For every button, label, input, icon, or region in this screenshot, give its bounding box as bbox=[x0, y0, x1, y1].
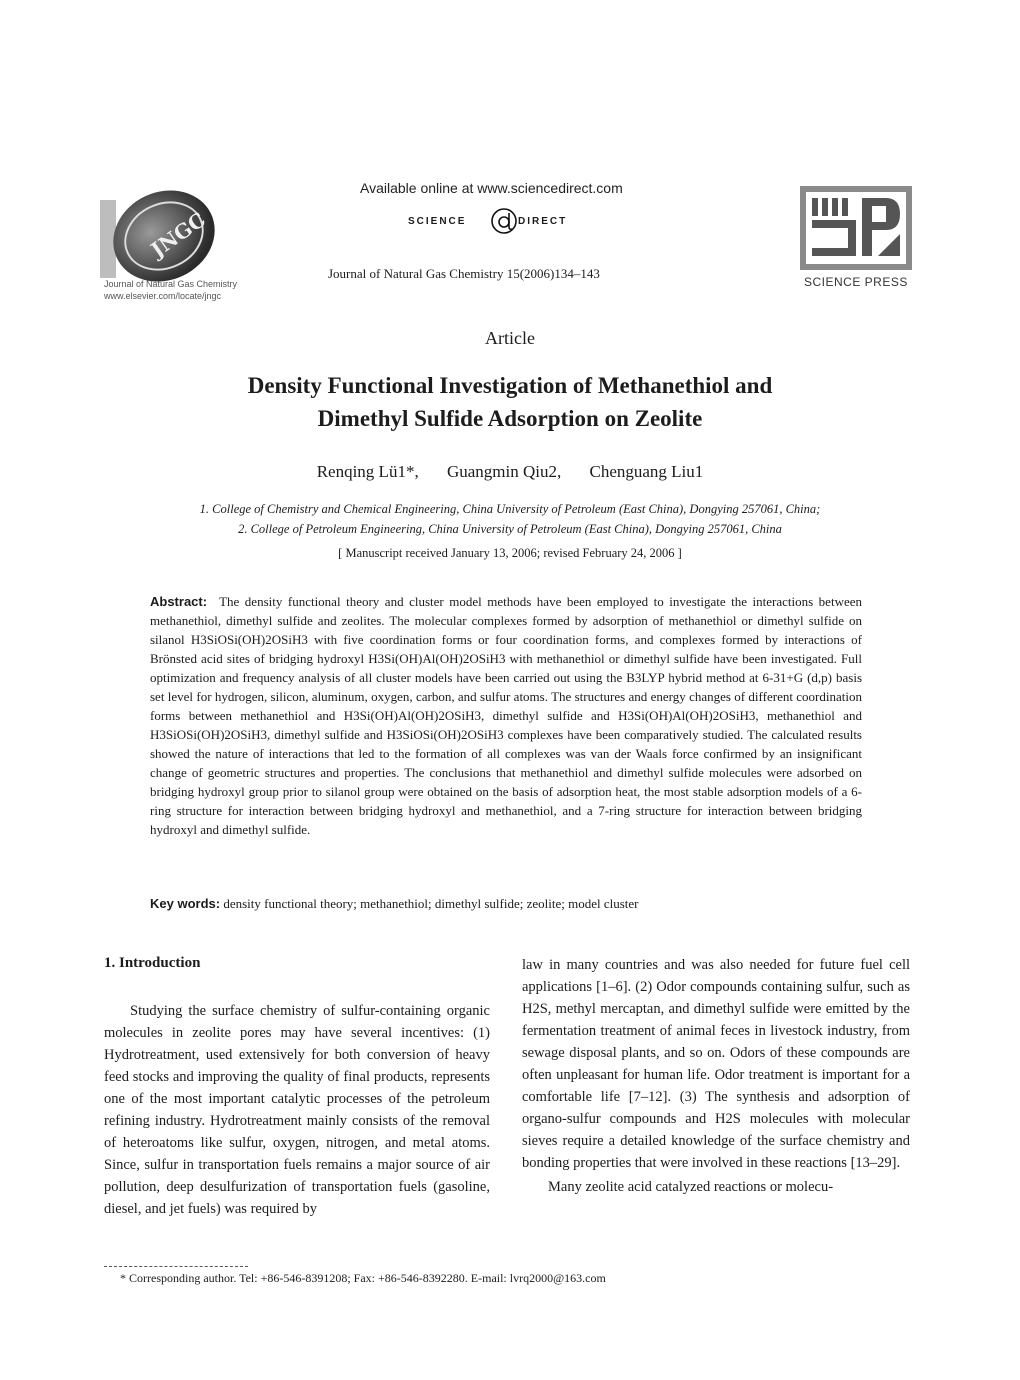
sciencedirect-logo bbox=[408, 207, 608, 237]
intro-paragraph-right-1: law in many countries and was also needed for future fuel cell applications [1–6]. (2) Odor compounds containing sulfur, such as H2S, methyl mercaptan, and dimethyl sulfide were emitted by the fermentation treatment of animal feces in livestock industry, from sewage disposal plants, and so on. Odors of these compounds are often unpleasant for human life. Odor treatment is important for a comfortable life [7–12]. (3) The synthesis and adsorption of organo-sulfur compounds and H2S molecules with molecular sieves require a detailed knowledge of the surface chemistry and bonding properties that were involved in these reactions [13–29]. bbox=[522, 957, 910, 1171]
keywords-label: Key words: bbox=[150, 896, 221, 911]
abstract-label: Abstract: bbox=[150, 594, 208, 609]
abstract-text: The density functional theory and cluster model methods have been employed to investigate the interactions between methanethiol, dimethyl sulfide and zeolites. The molecular complexes formed by adsorption of methanethiol or dimethyl sulfide on silanol H3SiOSi(OH)2OSiH3 with five coordination forms or four coordination forms, and complexes formed by interactions of Brönsted acid sites of bridging hydroxyl H3Si(OH)Al(OH)2OSiH3 with methanethiol or dimethyl sulfide have been investigated. Full optimization and frequency analysis of all cluster models have been carried out using the B3LYP hybrid method at 6-31+G (d,p) basis set level for hydrogen, silicon, aluminum, oxygen, carbon, and sulfur atoms. The structures and energy changes of different coordination forms between methanethiol and H3Si(OH)Al(OH)2OSiH3, dimethyl sulfide and H3Si(OH)Al(OH)2OSiH3, methanethiol and H3SiOSi(OH)2OSiH3, dimethyl sulfide and H3SiOSi(OH)2OSiH3 complexes have been comparatively studied. The calculated results showed the nature of interactions that led to the formation of all complexes was van der Waals force confirmed by an insignificant change of geometric structures and properties. The conclusions that methanethiol and dimethyl sulfide molecules were adsorbed on bridging hydroxyl group prior to silanol group were obtained on the basis of adsorption heat, the most stable adsorption models of a 6-ring structure for interaction between bridging hydroxyl and methanethiol, and a 7-ring structure for interaction between bridging hydroxyl and dimethyl sulfide. bbox=[150, 594, 862, 837]
sciencedirect-at-icon bbox=[490, 207, 518, 235]
sd-left-word: SCIENCE bbox=[408, 216, 467, 227]
left-column bbox=[104, 1000, 490, 1220]
author-list bbox=[0, 462, 1020, 482]
jngc-url[interactable]: www.elsevier.com/locate/jngc bbox=[104, 291, 222, 301]
footnote-corresponding-author: * Corresponding author. Tel: +86-546-8391208; Fax: +86-546-8392280. E-mail: lvrq2000@163.com bbox=[120, 1271, 606, 1285]
intro-paragraph-right-2: Many zeolite acid catalyzed reactions or molecu- bbox=[548, 1179, 834, 1195]
affiliation-2: 2. College of Petroleum Engineering, China University of Petroleum (East China), Dongying 257061, China bbox=[238, 522, 782, 536]
keywords bbox=[150, 896, 862, 912]
jngc-caption: Journal of Natural Gas Chemistry bbox=[104, 279, 238, 289]
intro-paragraph-left: Studying the surface chemistry of sulfur-containing organic molecules in zeolite pores may have several incentives: (1) Hydrotreatment, used extensively for both conversion of heavy feed stocks and improving the quality of final products, represents one of the most important catalytic processes of the petroleum refining industry. Hydrotreatment mainly consists of the removal of heteroatoms like sulfur, oxygen, nitrogen, and metal atoms. Since, sulfur in transportation fuels remains a major source of air pollution, deep desulfurization of transportation fuels (gasoline, diesel, and jet fuels) was required by bbox=[104, 1003, 490, 1217]
svg-text:JNGC: JNGC bbox=[146, 207, 210, 262]
science-press-caption: SCIENCE PRESS bbox=[804, 275, 908, 289]
article-type-label: Article bbox=[485, 328, 535, 348]
paper-title-line1: Density Functional Investigation of Methanethiol and bbox=[247, 373, 773, 398]
science-press-logo bbox=[800, 186, 912, 270]
author-3: Chenguang Liu1 bbox=[589, 462, 704, 481]
author-1: Renqing Lü1*, bbox=[316, 462, 419, 481]
sd-right-word: DIRECT bbox=[518, 216, 568, 227]
keywords-text: density functional theory; methanethiol; dimethyl sulfide; zeolite; model cluster bbox=[223, 896, 639, 911]
affiliation-1: 1. College of Chemistry and Chemical Engineering, China University of Petroleum (East China), Dongying 257061, China; bbox=[199, 502, 821, 516]
manuscript-dates: [ Manuscript received January 13, 2006; revised February 24, 2006 ] bbox=[338, 546, 682, 560]
abstract bbox=[150, 592, 862, 839]
author-2: Guangmin Qiu2, bbox=[446, 462, 562, 481]
footnote-rule bbox=[104, 1266, 248, 1267]
journal-citation: Journal of Natural Gas Chemistry 15(2006)134–143 bbox=[328, 266, 600, 281]
section-heading-introduction: 1. Introduction bbox=[104, 955, 201, 971]
available-online-text[interactable]: Available online at www.sciencedirect.com bbox=[360, 180, 623, 196]
right-column bbox=[522, 954, 910, 1198]
paper-title-line2: Dimethyl Sulfide Adsorption on Zeolite bbox=[317, 406, 703, 431]
